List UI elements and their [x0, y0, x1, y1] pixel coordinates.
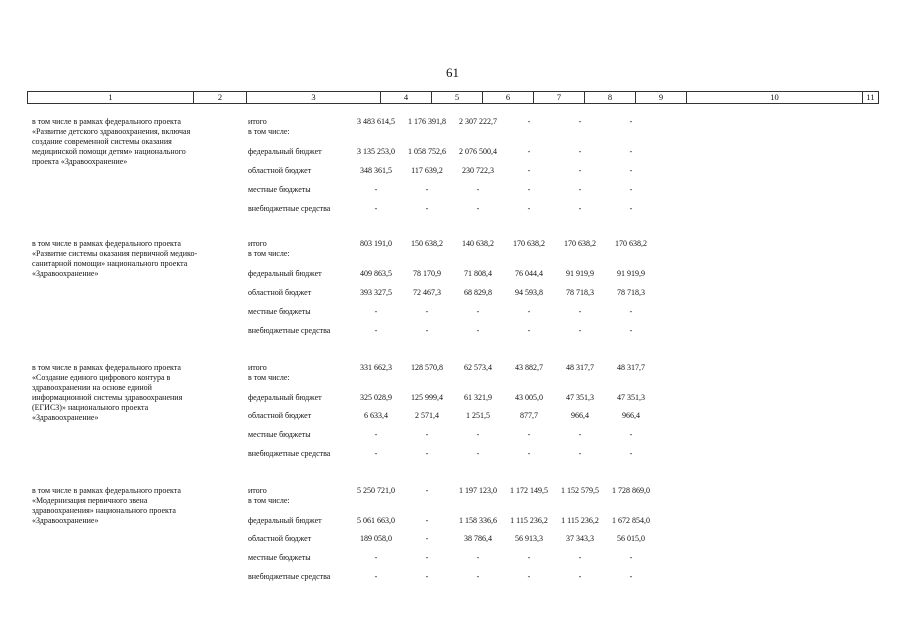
row-label: местные бюджеты [248, 185, 311, 194]
col-header-1: 1 [28, 92, 194, 104]
cell-col7: 94 593,8 [515, 288, 543, 297]
col-header-6: 6 [483, 92, 534, 104]
row-label: местные бюджеты [248, 553, 311, 562]
cell-col9: 966,4 [622, 411, 640, 420]
cell-col8: 1 115 236,2 [561, 516, 599, 525]
cell-col5: 2 571,4 [415, 411, 439, 420]
cell-col4: 803 191,0 [360, 239, 392, 248]
col-header-10: 10 [687, 92, 863, 104]
cell-col9: - [629, 430, 633, 439]
row-sublabel: в том числе: [248, 373, 290, 382]
cell-col8: - [578, 572, 582, 581]
table-header [27, 91, 879, 104]
cell-col5: - [425, 534, 429, 543]
cell-col4: - [374, 430, 378, 439]
row-label: федеральный бюджет [248, 147, 322, 156]
cell-col5: 128 570,8 [411, 363, 443, 372]
cell-col6: 38 786,4 [464, 534, 492, 543]
row-label: областной бюджет [248, 166, 312, 175]
cell-col4: - [374, 572, 378, 581]
cell-col7: 170 638,2 [513, 239, 545, 248]
section-child-healthcare [0, 117, 905, 237]
col-header-11: 11 [863, 92, 879, 104]
cell-col8: 1 152 579,5 [561, 486, 599, 495]
row-label: областной бюджет [248, 288, 312, 297]
cell-col9: 56 015,0 [617, 534, 645, 543]
col-header-8: 8 [585, 92, 636, 104]
col-header-9: 9 [636, 92, 687, 104]
cell-col6: 1 251,5 [466, 411, 490, 420]
cell-col6: - [476, 430, 480, 439]
cell-col7: - [527, 185, 531, 194]
cell-col9: - [629, 204, 633, 213]
cell-col4: - [374, 185, 378, 194]
cell-col4: 3 483 614,5 [357, 117, 395, 126]
cell-col5: 72 467,3 [413, 288, 441, 297]
cell-col6: 1 158 336,6 [459, 516, 497, 525]
cell-col5: - [425, 553, 429, 562]
cell-col6: 2 076 500,4 [459, 147, 497, 156]
cell-col6: 61 321,9 [464, 393, 492, 402]
cell-col8: 966,4 [571, 411, 589, 420]
cell-col7: - [527, 166, 531, 175]
col-header-2: 2 [194, 92, 247, 104]
cell-col8: 37 343,3 [566, 534, 594, 543]
cell-col5: 78 170,9 [413, 269, 441, 278]
cell-col7: - [527, 307, 531, 316]
cell-col7: 43 882,7 [515, 363, 543, 372]
cell-col5: 1 058 752,6 [408, 147, 446, 156]
cell-col8: - [578, 307, 582, 316]
cell-col8: 47 351,3 [566, 393, 594, 402]
table-row [0, 516, 905, 528]
cell-col7: - [527, 553, 531, 562]
cell-col6: - [476, 204, 480, 213]
cell-col4: - [374, 326, 378, 335]
cell-col8: - [578, 117, 582, 126]
cell-col9: - [629, 449, 633, 458]
cell-col9: 1 672 854,0 [612, 516, 650, 525]
cell-col5: 1 176 391,8 [408, 117, 446, 126]
col-header-4: 4 [381, 92, 432, 104]
row-label: внебюджетные средства [248, 449, 331, 458]
cell-col5: 125 999,4 [411, 393, 443, 402]
cell-col7: - [527, 117, 531, 126]
section-description: в том числе в рамках федерального проекта «Развитие детского здравоохранения, включая создание современной системы оказания медицинской помощи детям» национального проекта «Здравоохранение» [32, 117, 191, 166]
cell-col6: - [476, 572, 480, 581]
table-row [0, 147, 905, 159]
row-label: итого [248, 363, 267, 372]
cell-col8: - [578, 147, 582, 156]
cell-col4: 409 863,5 [360, 269, 392, 278]
cell-col7: 877,7 [520, 411, 538, 420]
table-row [0, 486, 905, 498]
cell-col9: - [629, 326, 633, 335]
cell-col4: - [374, 449, 378, 458]
cell-col9: - [629, 185, 633, 194]
cell-col9: 47 351,3 [617, 393, 645, 402]
cell-col6: 140 638,2 [462, 239, 494, 248]
col-header-7: 7 [534, 92, 585, 104]
cell-col7: 1 115 236,2 [510, 516, 548, 525]
cell-col9: 78 718,3 [617, 288, 645, 297]
col-header-5: 5 [432, 92, 483, 104]
table-row [0, 307, 905, 319]
cell-col4: - [374, 307, 378, 316]
cell-col5: - [425, 307, 429, 316]
row-sublabel: в том числе: [248, 496, 290, 505]
table-row [0, 117, 905, 129]
cell-col5: - [425, 204, 429, 213]
cell-col8: - [578, 326, 582, 335]
cell-col7: - [527, 430, 531, 439]
cell-col9: - [629, 166, 633, 175]
row-label: внебюджетные средства [248, 572, 331, 581]
row-label: местные бюджеты [248, 430, 311, 439]
table-row [0, 449, 905, 461]
cell-col4: 5 250 721,0 [357, 486, 395, 495]
cell-col5: - [425, 326, 429, 335]
table-row [0, 185, 905, 197]
row-label: федеральный бюджет [248, 393, 322, 402]
cell-col6: - [476, 326, 480, 335]
row-label: федеральный бюджет [248, 516, 322, 525]
row-label: итого [248, 117, 267, 126]
cell-col6: 62 573,4 [464, 363, 492, 372]
section-primary-care [0, 239, 905, 359]
table-row [0, 553, 905, 565]
cell-col7: - [527, 147, 531, 156]
table-row [0, 326, 905, 338]
table-row [0, 363, 905, 375]
col-header-3: 3 [247, 92, 381, 104]
cell-col9: - [629, 147, 633, 156]
cell-col9: 91 919,9 [617, 269, 645, 278]
cell-col6: - [476, 185, 480, 194]
cell-col8: 48 317,7 [566, 363, 594, 372]
cell-col6: 230 722,3 [462, 166, 494, 175]
section-primary-modernization [0, 486, 905, 606]
cell-col4: - [374, 553, 378, 562]
cell-col9: - [629, 572, 633, 581]
cell-col8: - [578, 166, 582, 175]
section-description: в том числе в рамках федерального проекта «Развитие системы оказания первичной медико-санитарной помощи» национального проекта «Здравоохранение» [32, 239, 198, 278]
cell-col9: - [629, 307, 633, 316]
table-row [0, 572, 905, 584]
cell-col4: - [374, 204, 378, 213]
cell-col4: 348 361,5 [360, 166, 392, 175]
table-row [0, 430, 905, 442]
cell-col7: - [527, 326, 531, 335]
cell-col7: 43 005,0 [515, 393, 543, 402]
cell-col7: - [527, 204, 531, 213]
cell-col8: - [578, 449, 582, 458]
page-number: 61 [446, 65, 459, 80]
cell-col9: 48 317,7 [617, 363, 645, 372]
row-sublabel: в том числе: [248, 127, 290, 136]
table-row [0, 204, 905, 216]
cell-col4: 3 135 253,0 [357, 147, 395, 156]
cell-col9: - [629, 553, 633, 562]
cell-col4: 189 058,0 [360, 534, 392, 543]
row-label: внебюджетные средства [248, 326, 331, 335]
row-label: местные бюджеты [248, 307, 311, 316]
cell-col8: 170 638,2 [564, 239, 596, 248]
row-sublabel: в том числе: [248, 249, 290, 258]
row-label: областной бюджет [248, 411, 312, 420]
cell-col6: 71 808,4 [464, 269, 492, 278]
cell-col5: - [425, 572, 429, 581]
cell-col8: 78 718,3 [566, 288, 594, 297]
table-row [0, 269, 905, 281]
cell-col7: - [527, 449, 531, 458]
cell-col6: 2 307 222,7 [459, 117, 497, 126]
row-label: федеральный бюджет [248, 269, 322, 278]
cell-col8: - [578, 553, 582, 562]
cell-col4: 331 662,3 [360, 363, 392, 372]
row-label: итого [248, 239, 267, 248]
table-row [0, 288, 905, 300]
cell-col4: 5 061 663,0 [357, 516, 395, 525]
table-row [0, 411, 905, 423]
section-description: в том числе в рамках федерального проекта «Модернизация первичного звена здравоохранения» национального проекта «Здравоохранение» [32, 486, 181, 525]
cell-col5: - [425, 185, 429, 194]
cell-col5: - [425, 516, 429, 525]
cell-col8: - [578, 204, 582, 213]
section-description: в том числе в рамках федерального проекта «Создание единого цифрового контура в здравоохранении на основе единой информационной системы здравоохранения (ЕГИСЗ)» национального проекта «Здравоохранение» [32, 363, 183, 422]
row-label: итого [248, 486, 267, 495]
table-row [0, 239, 905, 251]
cell-col7: 1 172 149,5 [510, 486, 548, 495]
table-row [0, 393, 905, 405]
cell-col4: 393 327,5 [360, 288, 392, 297]
cell-col8: - [578, 185, 582, 194]
cell-col8: 91 919,9 [566, 269, 594, 278]
cell-col6: - [476, 449, 480, 458]
cell-col7: 76 044,4 [515, 269, 543, 278]
cell-col6: 1 197 123,0 [459, 486, 497, 495]
cell-col6: 68 829,8 [464, 288, 492, 297]
row-label: внебюджетные средства [248, 204, 331, 213]
cell-col9: - [629, 117, 633, 126]
cell-col9: 1 728 869,0 [612, 486, 650, 495]
cell-col5: 150 638,2 [411, 239, 443, 248]
table-row [0, 166, 905, 178]
row-label: областной бюджет [248, 534, 312, 543]
section-digital-contour [0, 363, 905, 483]
cell-col5: - [425, 449, 429, 458]
cell-col7: - [527, 572, 531, 581]
table-row [0, 534, 905, 546]
cell-col7: 56 913,3 [515, 534, 543, 543]
cell-col8: - [578, 430, 582, 439]
cell-col5: 117 639,2 [411, 166, 443, 175]
cell-col9: 170 638,2 [615, 239, 647, 248]
cell-col4: 6 633,4 [364, 411, 388, 420]
cell-col5: - [425, 486, 429, 495]
cell-col4: 325 028,9 [360, 393, 392, 402]
cell-col6: - [476, 553, 480, 562]
cell-col5: - [425, 430, 429, 439]
cell-col6: - [476, 307, 480, 316]
